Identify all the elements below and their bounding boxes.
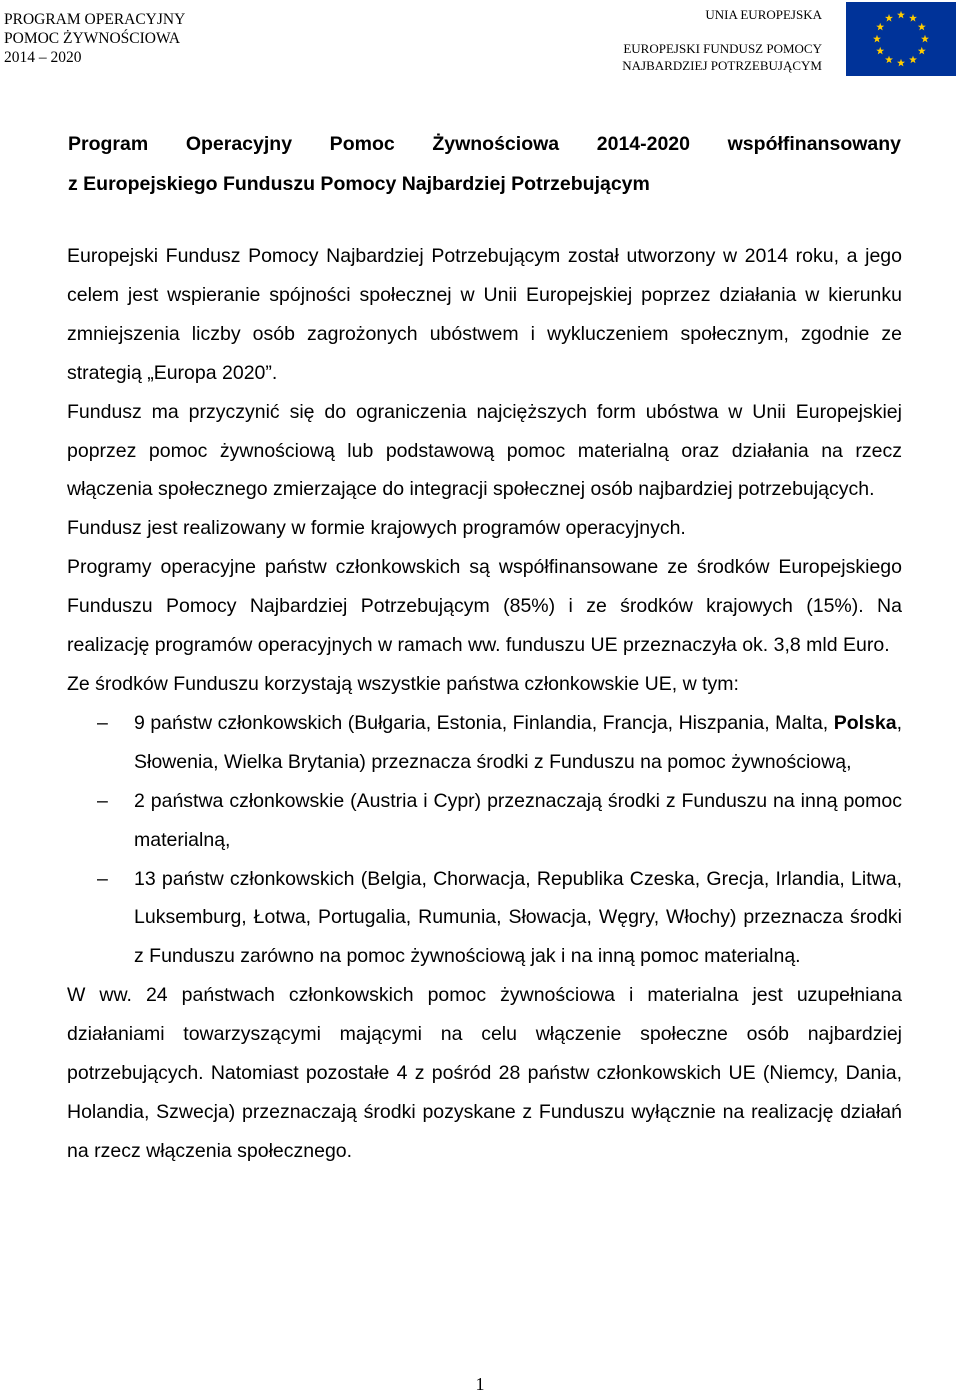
document-title (68, 124, 901, 204)
member-states-list (67, 704, 902, 976)
paragraph: Europejski Fundusz Pomocy Najbardziej Potrzebującym został utworzony w 2014 roku, a jego celem jest wspieranie spójności społecznej w Unii Europejskiej poprzez działania w kierunku zmniejszenia liczby osób zagrożonych ubóstwem i wykluczeniem społecznym, zgodnie ze strategią „Europa 2020”. (67, 245, 902, 384)
list-item-text: , Słowenia, Wielka Brytania) przeznacza środki z Funduszu na pomoc żywnościową, (134, 711, 902, 773)
fund-name-line: EUROPEJSKI FUNDUSZ POMOCY (623, 41, 822, 56)
document-body (67, 237, 902, 1171)
paragraph: Fundusz ma przyczynić się do ograniczenia najcięższych form ubóstwa w Unii Europejskiej poprzez pomoc żywnościową lub podstawową pomoc materialną oraz działania na rzecz włączenia społecznego zmierzające do integracji społecznej osób najbardziej potrzebujących. (67, 400, 902, 501)
eu-label: UNIA EUROPEJSKA (705, 7, 822, 22)
list-item (67, 704, 902, 782)
list-item (67, 860, 902, 977)
eu-header (622, 6, 822, 74)
dash-bullet: – (97, 711, 108, 734)
title-line: Program Operacyjny Pomoc Żywnościowa 2014-2020 współfinansowany (68, 133, 901, 155)
paragraph: Fundusz jest realizowany w formie krajowych programów operacyjnych. (67, 517, 686, 540)
highlighted-country: Polska (833, 711, 897, 734)
dash-bullet: – (97, 867, 108, 890)
list-item-text: 13 państw członkowskich (Belgia, Chorwacja, Republika Czeska, Grecja, Irlandia, Litwa, Luksemburg, Łotwa, Portugalia, Rumunia, Słowacja, Węgry, Włochy) przeznacza środki z Funduszu zarówno na pomoc żywnościową jak i na inną pomoc materialną. (134, 867, 902, 968)
list-item-text: 2 państwa członkowskie (Austria i Cypr) przeznaczają środki z Funduszu na inną pomoc materialną, (134, 789, 902, 851)
program-header-line: PROGRAM OPERACYJNY (4, 11, 186, 28)
title-line: z Europejskiego Funduszu Pomocy Najbardziej Potrzebującym (68, 173, 650, 195)
paragraph: Programy operacyjne państw członkowskich są współfinansowane ze środków Europejskiego Funduszu Pomocy Najbardziej Potrzebującym (85%) i ze środków krajowych (15%). Na realizację programów operacyjnych w ramach ww. funduszu UE przeznaczyła ok. 3,8 mld Euro. (67, 556, 902, 657)
fund-name-line: NAJBARDZIEJ POTRZEBUJĄCYM (622, 58, 822, 73)
list-item-text: 9 państw członkowskich (Bułgaria, Estonia, Finlandia, Francja, Hiszpania, Malta, (134, 711, 834, 734)
page-number: 1 (475, 1374, 485, 1394)
dash-bullet: – (97, 789, 108, 812)
closing-paragraph: W ww. 24 państwach członkowskich pomoc żywnościowa i materialna jest uzupełniana działaniami towarzyszącymi mającymi na celu włączenie społeczne osób najbardziej potrzebujących. Natomiast pozostałe 4 z pośród 28 państw członkowskich UE (Niemcy, Dania, Holandia, Szwecja) przeznaczają środki pozyskane z Funduszu wyłącznie na realizację działań na rzecz włączenia społecznego. (67, 984, 902, 1162)
program-header-line: 2014 – 2020 (4, 49, 82, 66)
eu-flag-icon (846, 2, 956, 76)
list-item (67, 782, 902, 860)
program-header (4, 10, 185, 67)
paragraph: Ze środków Funduszu korzystają wszystkie państwa członkowskie UE, w tym: (67, 672, 739, 695)
program-header-line: POMOC ŻYWNOŚCIOWA (4, 30, 181, 47)
